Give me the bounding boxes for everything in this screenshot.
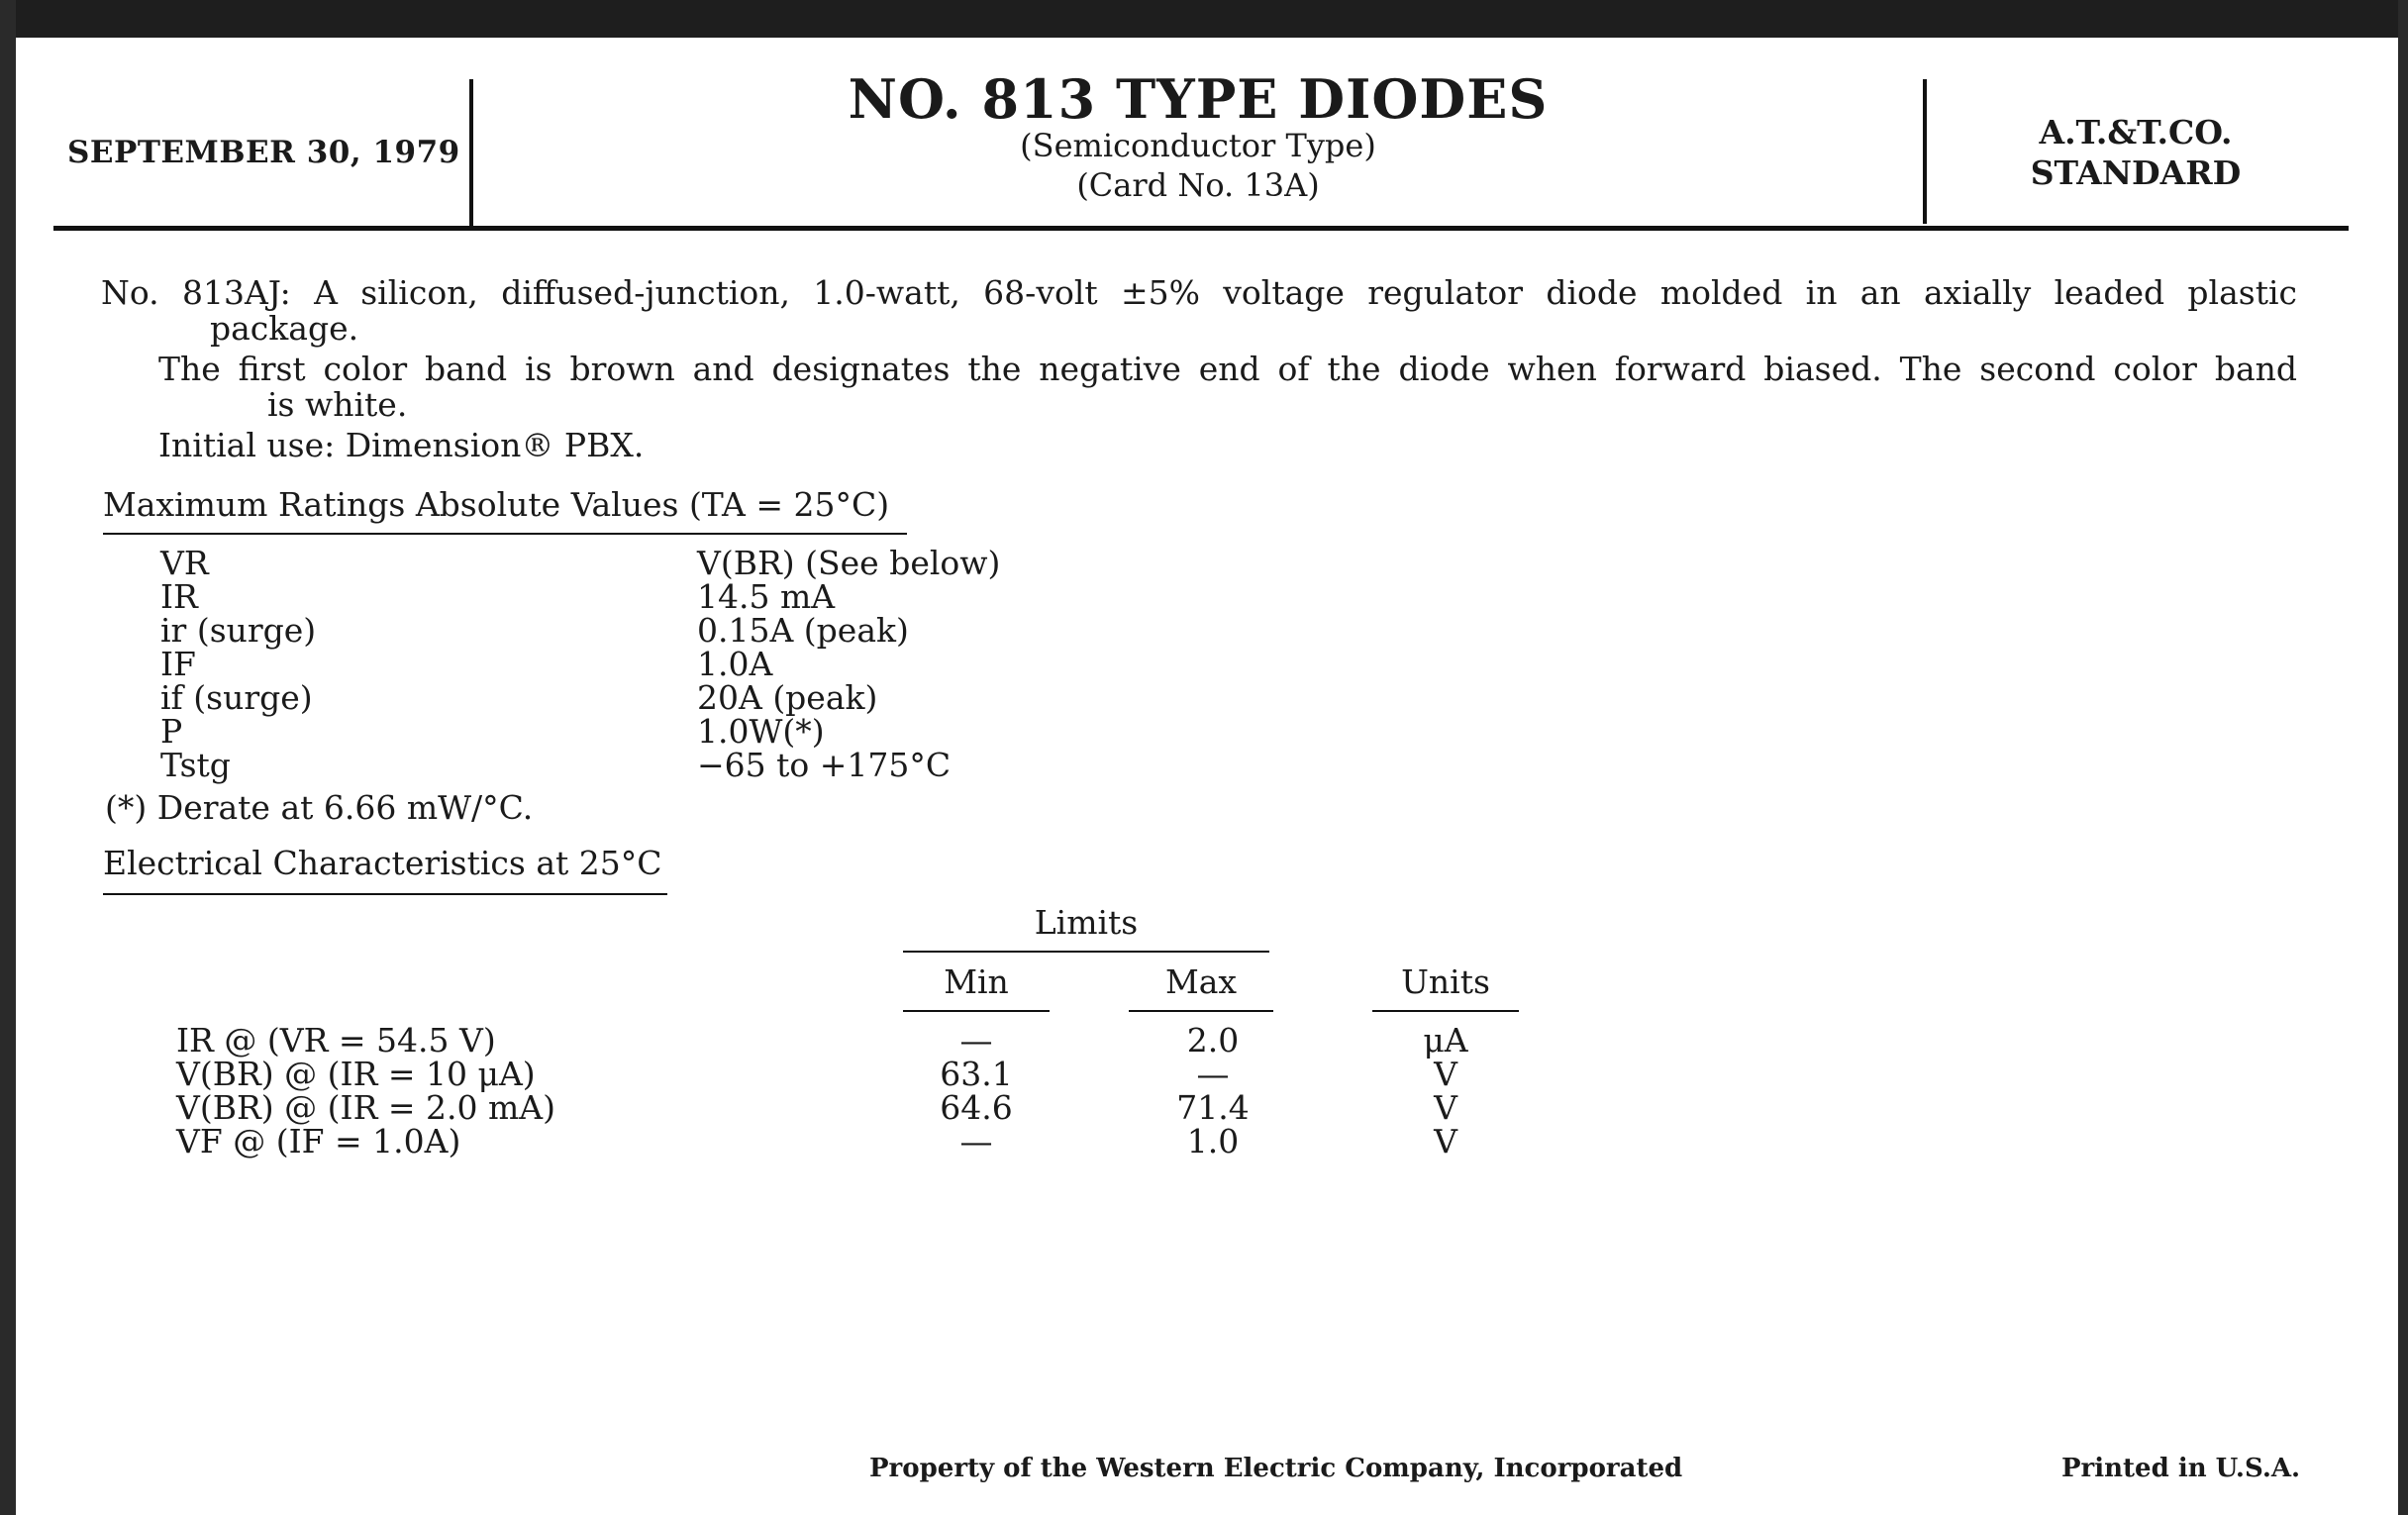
- electrical-rule: [103, 893, 667, 895]
- max-column-rule: [1129, 1010, 1273, 1012]
- max-ratings-rule: [103, 533, 907, 535]
- issue-date: SEPTEMBER 30, 1979: [67, 135, 460, 170]
- color-band-continuation: is white.: [267, 385, 408, 424]
- table-row-min: —: [959, 1122, 993, 1161]
- color-band-description: [158, 352, 2297, 423]
- rating-param: P: [160, 712, 183, 751]
- table-row-param: V(BR) @ (IR = 2.0 mA): [176, 1088, 556, 1127]
- table-row-units: μA: [1423, 1021, 1468, 1060]
- table-row-max: 1.0: [1186, 1122, 1240, 1161]
- table-row-min: 63.1: [940, 1055, 1013, 1093]
- table-row-max: 2.0: [1186, 1021, 1240, 1060]
- header-rule: [53, 226, 2349, 231]
- table-row-max: 71.4: [1176, 1088, 1250, 1127]
- rating-param: IR: [160, 577, 198, 616]
- header-divider-left: [469, 79, 473, 226]
- printed-notice: Printed in U.S.A.: [2061, 1454, 2301, 1483]
- max-column-header: Max: [1164, 962, 1238, 1001]
- description-continuation: package.: [210, 309, 359, 348]
- diode-description: [101, 275, 2297, 347]
- units-column-header: Units: [1401, 962, 1490, 1001]
- max-ratings-heading: Maximum Ratings Absolute Values (TA = 25°C): [103, 485, 890, 524]
- rating-value: 0.15A (peak): [697, 611, 909, 650]
- rating-param: Tstg: [160, 746, 231, 784]
- rating-param: IF: [160, 645, 196, 683]
- card-number: (Card No. 13A): [1076, 166, 1320, 204]
- table-row-param: VF @ (IF = 1.0A): [176, 1122, 461, 1161]
- property-notice: Property of the Western Electric Company, Incorporated: [869, 1454, 1683, 1483]
- table-row-min: —: [959, 1021, 993, 1060]
- rating-param: if (surge): [160, 678, 313, 717]
- rating-value: 20A (peak): [697, 678, 878, 717]
- rating-param: ir (surge): [160, 611, 317, 650]
- color-band-line: The first color band is brown and designates the negative end of the diode when forward biased. The second color band: [158, 350, 2297, 388]
- limits-rule: [903, 951, 1269, 953]
- header-divider-right: [1923, 79, 1927, 224]
- scan-left-border: [0, 0, 16, 1515]
- table-row-max: —: [1196, 1055, 1230, 1093]
- rating-value: −65 to +175°C: [697, 746, 952, 784]
- standard-label: STANDARD: [2030, 153, 2242, 192]
- rating-value: 1.0A: [697, 645, 773, 683]
- description-line: No. 813AJ: A silicon, diffused-junction, 1.0-watt, 68-volt ±5% voltage regulator diode molded in an axially leaded plastic: [101, 273, 2297, 312]
- standard-org: A.T.&T.CO.: [2039, 113, 2233, 152]
- rating-param: VR: [160, 544, 209, 582]
- limits-header: Limits: [1034, 903, 1139, 942]
- rating-value: 14.5 mA: [697, 577, 836, 616]
- rating-value: 1.0W(*): [697, 712, 825, 751]
- min-column-rule: [903, 1010, 1050, 1012]
- electrical-heading: Electrical Characteristics at 25°C: [103, 844, 662, 882]
- scan-right-border: [2398, 0, 2408, 1515]
- scan-top-border: [0, 0, 2408, 38]
- table-row-param: IR @ (VR = 54.5 V): [176, 1021, 496, 1060]
- table-row-units: V: [1434, 1055, 1457, 1093]
- table-row-min: 64.6: [940, 1088, 1013, 1127]
- units-column-rule: [1372, 1010, 1519, 1012]
- derating-note: (*) Derate at 6.66 mW/°C.: [105, 788, 534, 827]
- table-row-units: V: [1434, 1122, 1457, 1161]
- min-column-header: Min: [944, 962, 1009, 1001]
- table-row-units: V: [1434, 1088, 1457, 1127]
- rating-value: V(BR) (See below): [697, 544, 1001, 582]
- table-row-param: V(BR) @ (IR = 10 μA): [176, 1055, 536, 1093]
- initial-use: Initial use: Dimension® PBX.: [158, 426, 645, 464]
- page-title: NO. 813 TYPE DIODES: [848, 67, 1549, 131]
- page-subtitle: (Semiconductor Type): [1020, 127, 1376, 164]
